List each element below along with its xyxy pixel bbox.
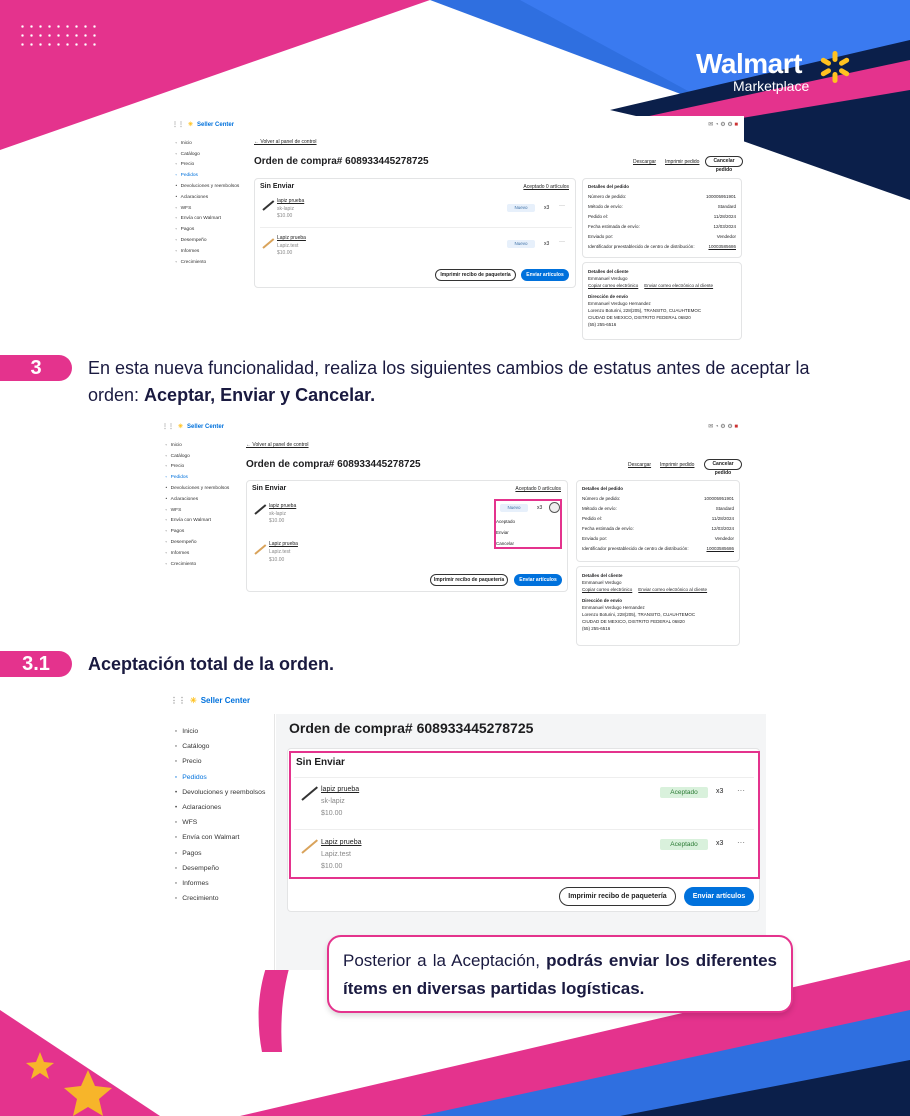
chart-icon: ▫ <box>174 879 178 887</box>
spark-small-icon: ✳ <box>178 424 184 430</box>
send-email-link[interactable]: Enviar correo electrónico al cliente <box>644 283 714 288</box>
order-details-card <box>582 178 742 258</box>
spark-small-icon: ✳ <box>188 122 194 128</box>
sidebar-item-label: Catálogo <box>170 453 190 459</box>
sidebar-item[interactable] <box>172 224 252 235</box>
item-price: $10.00 <box>321 863 343 870</box>
details-key: Fecha estimada de envío: <box>588 224 640 229</box>
item-sku: sk-lapiz <box>277 206 294 212</box>
sidebar-item[interactable] <box>162 516 242 527</box>
sidebar-item-label: Crecimiento <box>170 561 197 567</box>
sidebar-item-label: Precio <box>180 162 195 168</box>
customer-title: Detalles del cliente <box>588 269 629 274</box>
status-badge: Aceptado <box>660 839 708 850</box>
cart-icon: ▫ <box>165 475 168 481</box>
sidebar-item[interactable] <box>172 181 252 192</box>
details-value: 11/28/2024 <box>713 214 736 219</box>
details-value: 100005951901 <box>705 194 736 199</box>
growth-icon: ▫ <box>174 895 178 903</box>
details-title: Detalles del pedido <box>582 486 624 491</box>
sidebar-item-label: Crecimiento <box>180 259 207 265</box>
item-name[interactable]: lapiz prueba <box>277 198 305 204</box>
item-qty: x3 <box>716 788 724 795</box>
item-qty: x3 <box>716 840 724 847</box>
print-label-button[interactable]: Imprimir recibo de paquetería <box>435 269 516 281</box>
step-badge-3 <box>0 355 72 381</box>
status-badge: Nuevo <box>507 204 535 212</box>
step-3-1-text <box>88 651 588 678</box>
details-row <box>588 232 736 242</box>
tag-icon: ▫ <box>174 758 178 766</box>
customer-card <box>582 262 742 340</box>
dot-icon: • <box>175 194 178 200</box>
step-3-1-bold: Aceptación total de la orden. <box>88 654 335 674</box>
sidebar-item[interactable] <box>170 724 275 739</box>
status-badge: Nuevo <box>507 240 535 248</box>
sidebar-item-label: Pagos <box>170 529 185 535</box>
sidebar-item-label: Pagos <box>180 227 195 233</box>
sidebar-item[interactable] <box>170 770 275 785</box>
address-line: (55) 255-6516 <box>588 322 617 327</box>
sidebar-item-label: Envía con Walmart <box>170 518 211 524</box>
details-row <box>582 524 734 534</box>
dot-icon: • <box>174 788 178 796</box>
details-key: Pedido el: <box>588 214 609 219</box>
sidebar-item-label: Informes <box>180 248 200 254</box>
customer-title: Detalles del cliente <box>582 573 623 578</box>
details-key: Enviado por: <box>582 536 608 541</box>
sidebar-item[interactable] <box>170 785 275 800</box>
sidebar-item-label: Inicio <box>182 728 199 736</box>
step-badge-3-1 <box>0 651 72 677</box>
item-price: $10.00 <box>269 557 285 563</box>
sidebar-item-label: Aclaraciones <box>180 194 209 200</box>
details-key: Fecha estimada de envío: <box>582 526 634 531</box>
home-icon: ▫ <box>165 442 168 448</box>
item-sku: Lapiz.test <box>269 549 291 555</box>
item-qty: x3 <box>544 205 550 211</box>
spark-small-icon: ✳ <box>190 696 197 705</box>
status-badge: Aceptado <box>660 787 708 798</box>
logo-subtext: Marketplace <box>733 78 810 94</box>
details-row <box>588 202 736 212</box>
page-title: Orden de compra# 608933445278725 <box>289 720 534 736</box>
download-link[interactable]: Descargar <box>633 159 657 165</box>
grid-icon: ⋮⋮ <box>170 696 186 705</box>
address-line: Emmanuel Verdugo Hernandez <box>588 301 651 306</box>
sidebar-item[interactable] <box>172 192 252 203</box>
seller-center-label: Seller Center <box>187 423 225 430</box>
accepted-link[interactable]: Aceptado 0 artículos <box>515 486 561 492</box>
truck-icon: ▫ <box>174 834 178 842</box>
card-icon: ▫ <box>174 849 178 857</box>
sidebar-item-label: Precio <box>182 758 202 766</box>
sidebar-item[interactable] <box>170 830 275 845</box>
sidebar-item[interactable] <box>170 800 275 815</box>
item-price: $10.00 <box>269 518 285 524</box>
sidebar-item-label: Pedidos <box>170 475 188 481</box>
sidebar-item[interactable] <box>170 739 275 754</box>
step-3-bold: Aceptar, Enviar y Cancelar. <box>144 385 376 405</box>
details-row <box>582 534 734 544</box>
sidebar-item-label: Inicio <box>170 442 182 448</box>
address-line: (55) 255-6516 <box>582 626 611 631</box>
catalog-icon: ▫ <box>165 453 168 459</box>
download-link[interactable]: Descargar <box>628 462 652 468</box>
status-menu <box>496 516 515 549</box>
screenshot-order-accepted <box>160 690 766 970</box>
step-3-plain: En esta nueva funcionalidad, realiza los siguientes cambios de estatus antes de aceptar la orden: <box>88 358 810 405</box>
sidebar-item-label: Aclaraciones <box>170 496 199 502</box>
truck-icon: ▫ <box>165 518 168 524</box>
details-value: Vendedor <box>716 234 736 239</box>
details-row <box>588 192 736 202</box>
callout-bold: podrás enviar los diferentes ítems en diversas partidas logísticas. <box>343 951 777 998</box>
sidebar-item-label: Desempeño <box>170 540 197 546</box>
sidebar-item[interactable] <box>162 451 242 462</box>
sidebar-item[interactable] <box>172 170 252 181</box>
sidebar-item-label: WFS <box>180 205 192 211</box>
sidebar-item[interactable] <box>172 203 252 214</box>
sidebar-item[interactable] <box>172 138 252 149</box>
back-link[interactable]: ← Volver al panel de control <box>246 442 309 448</box>
sidebar-item[interactable] <box>172 246 252 257</box>
decorative-dots <box>18 22 98 50</box>
section-title: Sin Enviar <box>260 183 295 190</box>
menu-option-send[interactable]: Enviar <box>496 530 509 535</box>
pencil-icon <box>254 504 266 515</box>
details-key: Identificador preestablecido de centro de distribución: <box>582 546 689 551</box>
truck-icon: ▫ <box>175 216 178 222</box>
item-qty: x3 <box>544 241 550 247</box>
top-icons: ✉ ◔ ⚙ ⚙ ■ <box>708 424 738 430</box>
growth-icon: ▫ <box>175 259 178 265</box>
item-price: $10.00 <box>277 213 293 219</box>
address-line: CIUDAD DE MEXICO, DISTRITO FEDERAL 06820 <box>588 315 691 320</box>
details-key: Método de envío: <box>582 506 617 511</box>
sidebar-item[interactable] <box>162 505 242 516</box>
menu-option-accept[interactable]: Aceptado <box>496 519 516 524</box>
address-title: Dirección de envío <box>588 294 629 299</box>
menu-option-cancel[interactable]: Cancelar <box>496 541 515 546</box>
card-icon: ▫ <box>175 227 178 233</box>
sidebar-item-label: Catálogo <box>180 151 200 157</box>
dot-icon: • <box>175 184 178 190</box>
seller-center-header <box>162 423 224 430</box>
sidebar-item-label: Envía con Walmart <box>180 216 221 222</box>
sidebar-item-label: Precio <box>170 464 185 470</box>
print-order-link[interactable]: Imprimir pedido <box>665 159 700 165</box>
details-key: Método de envío: <box>588 204 623 209</box>
step-3-text <box>88 355 848 409</box>
print-label-button[interactable]: Imprimir recibo de paquetería <box>559 887 676 906</box>
sidebar-item-label: Crecimiento <box>182 895 219 903</box>
address-line: Emmanuel Verdugo Hernandez <box>582 605 645 610</box>
pencil-icon <box>262 238 274 249</box>
send-items-button[interactable]: Enviar artículos <box>521 269 569 281</box>
details-key: Número de pedido: <box>588 194 627 199</box>
sidebar-item[interactable] <box>162 462 242 473</box>
chart-icon: ▫ <box>165 550 168 556</box>
seller-center-header <box>172 121 234 128</box>
details-key: Número de pedido: <box>582 496 621 501</box>
sidebar-item[interactable] <box>170 861 275 876</box>
step-number: 3 <box>30 356 42 379</box>
sidebar-item[interactable] <box>162 526 242 537</box>
page-title: Orden de compra# 608933445278725 <box>254 156 429 167</box>
box-icon: ▫ <box>174 819 178 827</box>
spark-icon <box>818 50 852 84</box>
pencil-icon <box>254 544 266 555</box>
sidebar <box>162 440 242 570</box>
more-button[interactable] <box>549 502 560 513</box>
item-price: $10.00 <box>277 250 293 256</box>
section-title: Sin Enviar <box>252 485 287 492</box>
dot-icon: • <box>174 804 178 812</box>
gauge-icon: ▫ <box>175 238 178 244</box>
item-sku: Lapiz.test <box>277 243 299 249</box>
card-icon: ▫ <box>165 529 168 535</box>
chart-icon: ▫ <box>175 248 178 254</box>
cart-icon: ▫ <box>175 173 178 179</box>
sidebar-item[interactable] <box>162 440 242 451</box>
details-row <box>588 212 736 222</box>
details-row <box>582 504 734 514</box>
item-name[interactable]: Lapiz prueba <box>321 839 362 846</box>
sidebar-item-label: Pagos <box>182 849 202 857</box>
print-label-button[interactable]: Imprimir recibo de paquetería <box>430 574 508 586</box>
sidebar-item-label: WFS <box>170 507 182 513</box>
seller-center-label: Seller Center <box>197 121 235 128</box>
send-email-link[interactable]: Enviar correo electrónico al cliente <box>638 587 708 592</box>
sidebar-item[interactable] <box>170 815 275 830</box>
more-icon[interactable]: ··· <box>559 203 565 209</box>
sidebar <box>172 138 252 268</box>
details-row <box>588 222 736 232</box>
sidebar-item[interactable] <box>170 876 275 891</box>
dot-icon: • <box>165 496 168 502</box>
item-name[interactable]: Lapiz prueba <box>277 235 306 241</box>
details-key: Enviado por: <box>588 234 614 239</box>
send-items-button[interactable]: Enviar artículos <box>684 887 754 906</box>
details-value: 100005951901 <box>703 496 734 501</box>
details-value: Standard <box>715 506 734 511</box>
gauge-icon: ▫ <box>174 864 178 872</box>
sidebar-item-label: Devoluciones y reembolsos <box>180 184 240 190</box>
logo-text: Walmart <box>696 48 802 79</box>
sidebar-item-label: Devoluciones y reembolsos <box>182 788 266 796</box>
sidebar-item[interactable] <box>162 559 242 570</box>
sidebar-item-label: WFS <box>182 819 198 827</box>
sidebar-item-label: Pedidos <box>180 173 198 179</box>
sidebar-item-label: Informes <box>170 550 190 556</box>
print-order-link[interactable]: Imprimir pedido <box>660 462 695 468</box>
item-qty: x3 <box>537 505 543 511</box>
home-icon: ▫ <box>174 728 178 736</box>
sidebar-item[interactable] <box>162 483 242 494</box>
item-sku: Lapiz.test <box>321 851 351 858</box>
box-icon: ▫ <box>165 507 168 513</box>
callout-plain: Posterior a la Aceptación, <box>343 951 547 970</box>
seller-center-label: Seller Center <box>200 696 251 705</box>
sidebar-item-label: Pedidos <box>182 773 207 781</box>
tag-icon: ▫ <box>175 162 178 168</box>
details-value: Standard <box>717 204 736 209</box>
details-value: Vendedor <box>714 536 734 541</box>
customer-links <box>588 282 736 289</box>
screenshot-order-top <box>168 116 744 342</box>
cart-icon: ▫ <box>174 773 178 781</box>
item-price: $10.00 <box>321 810 343 817</box>
sidebar-item-label: Devoluciones y reembolsos <box>170 486 230 492</box>
dot-icon: • <box>165 486 168 492</box>
sidebar-item[interactable] <box>172 149 252 160</box>
catalog-icon: ▫ <box>175 151 178 157</box>
unsent-card <box>246 480 568 592</box>
details-row <box>582 514 734 524</box>
cancel-order-button[interactable]: Cancelar pedido <box>705 156 743 167</box>
customer-name: Emmanuel Verdugo <box>588 276 628 281</box>
sidebar-item[interactable] <box>170 754 275 769</box>
sidebar-item-label: Desempeño <box>182 864 219 872</box>
divider <box>260 227 572 228</box>
unsent-card <box>254 178 576 288</box>
section-title: Sin Enviar <box>296 757 345 768</box>
sidebar-item-label: Aclaraciones <box>182 804 222 812</box>
gauge-icon: ▫ <box>165 540 168 546</box>
sidebar-item[interactable] <box>162 537 242 548</box>
home-icon: ▫ <box>175 140 178 146</box>
sidebar-item[interactable] <box>162 472 242 483</box>
details-value: 12/03/2024 <box>713 224 736 229</box>
sidebar-item[interactable] <box>172 235 252 246</box>
cancel-order-button[interactable]: Cancelar pedido <box>704 459 742 470</box>
box-icon: ▫ <box>175 205 178 211</box>
sidebar-item[interactable] <box>170 846 275 861</box>
more-icon[interactable]: ··· <box>737 786 745 795</box>
seller-center-header <box>170 696 250 705</box>
item-sku: sk-lapiz <box>321 798 345 805</box>
order-details-card <box>576 480 740 562</box>
back-link[interactable]: ← Volver al panel de control <box>254 139 317 145</box>
accepted-link[interactable]: Aceptado 0 artículos <box>523 184 569 190</box>
items-highlight <box>289 751 760 879</box>
address-line: Lorenzo Boturini, 228(205), TRANSITO, CUAUHTEMOC <box>588 308 702 313</box>
catalog-icon: ▫ <box>174 743 178 751</box>
sidebar-item[interactable] <box>170 891 275 906</box>
customer-links <box>582 586 734 593</box>
grid-icon: ⋮⋮ <box>172 122 184 128</box>
details-key: Pedido el: <box>582 516 603 521</box>
grid-icon: ⋮⋮ <box>162 424 174 430</box>
details-value: 11/28/2024 <box>711 516 734 521</box>
item-name[interactable]: lapiz prueba <box>321 786 360 793</box>
sidebar-item-label: Envía con Walmart <box>182 834 240 842</box>
item-name[interactable]: Lapiz prueba <box>269 541 298 547</box>
pencil-icon <box>262 200 274 211</box>
sidebar <box>170 724 275 906</box>
status-badge: Nuevo <box>500 504 528 512</box>
sidebar-item-label: Catálogo <box>182 743 210 751</box>
item-name[interactable]: lapiz prueba <box>269 503 297 509</box>
sidebar-item[interactable] <box>172 160 252 171</box>
details-value: 10003585686 <box>708 244 736 249</box>
item-sku: sk-lapiz <box>269 511 286 517</box>
more-icon[interactable]: ··· <box>559 239 565 245</box>
tag-icon: ▫ <box>165 464 168 470</box>
copy-email-link[interactable]: Copiar correo electrónico <box>582 587 633 592</box>
walmart-logo <box>696 48 810 94</box>
address-title: Dirección de envío <box>582 598 623 603</box>
send-items-button[interactable]: Enviar artículos <box>514 574 562 586</box>
screenshot-order-menu <box>158 418 744 648</box>
address-line: CIUDAD DE MEXICO, DISTRITO FEDERAL 06820 <box>582 619 685 624</box>
details-key: Identificador preestablecido de centro de distribución: <box>588 244 695 249</box>
sidebar-item[interactable] <box>172 257 252 268</box>
details-value: 12/03/2024 <box>711 526 734 531</box>
sidebar-item[interactable] <box>172 214 252 225</box>
details-title: Detalles del pedido <box>588 184 630 189</box>
customer-card <box>576 566 740 646</box>
details-row <box>582 494 734 504</box>
step-number: 3.1 <box>22 652 50 675</box>
details-row <box>582 544 734 554</box>
customer-name: Emmanuel Verdugo <box>582 580 622 585</box>
info-callout <box>327 935 793 1013</box>
top-icons: ✉ ◔ ⚙ ⚙ ■ <box>708 122 738 128</box>
page-title: Orden de compra# 608933445278725 <box>246 459 421 470</box>
sidebar-item-label: Desempeño <box>180 238 207 244</box>
growth-icon: ▫ <box>165 561 168 567</box>
copy-email-link[interactable]: Copiar correo electrónico <box>588 283 639 288</box>
more-icon[interactable]: ··· <box>737 838 745 847</box>
sidebar-item[interactable] <box>162 548 242 559</box>
sidebar-item-label: Informes <box>182 879 209 887</box>
address-line: Lorenzo Boturini, 228(205), TRANSITO, CUAUHTEMOC <box>582 612 696 617</box>
details-row <box>588 242 736 252</box>
sidebar-item[interactable] <box>162 494 242 505</box>
details-value: 10003585686 <box>706 546 734 551</box>
sidebar-item-label: Inicio <box>180 140 192 146</box>
